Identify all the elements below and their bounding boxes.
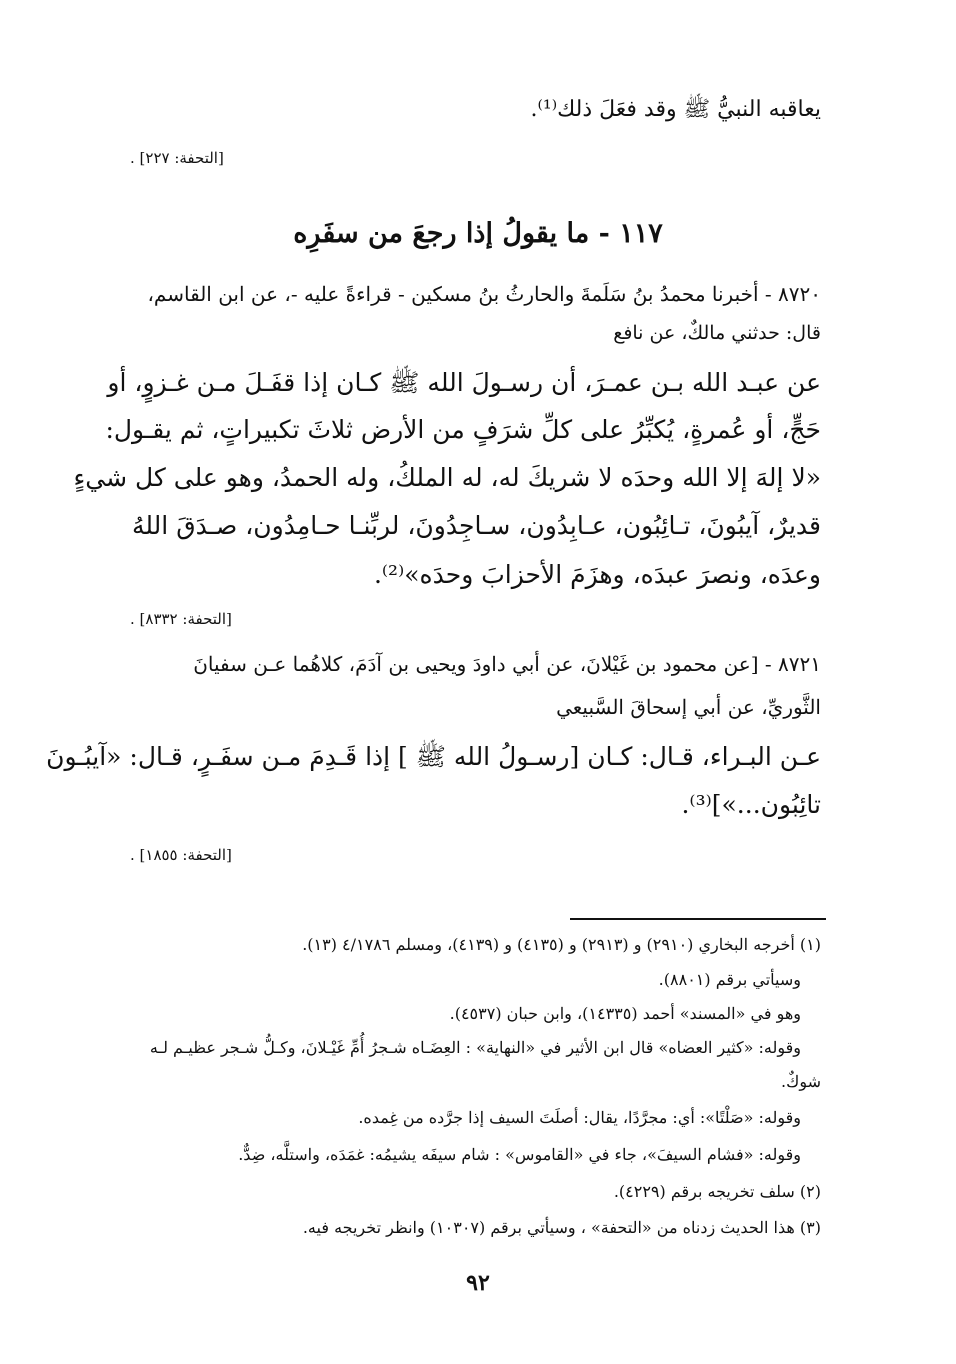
footnote-line: (٣) هذا الحديث زدناه من «التحفة» ، وسيأتي برقم (١٠٣٠٧) وانظر تخريجه فيه. bbox=[302, 1218, 821, 1237]
hadith-8720-matn-line-3: «لا إلهَ إلا الله وحدَه لا شريكَ له، له الملكُ، وله الحمدُ، وهو على كل شيءٍ bbox=[73, 463, 821, 492]
hadith-8720-isnad-line-1: ٨٧٢٠ - أخبرنا محمدُ بنُ سَلَمةَ والحارثُ بنُ مسكين - قراءةً عليه -، عن ابن القاسم، bbox=[147, 282, 821, 306]
footnote-line: وقوله: «صَلْتًا»: أي: مجرَّدًا، يقال: أصلَتَ السيف إذا جرَّده من غِمده. bbox=[358, 1108, 801, 1127]
tuhfa-reference: [التحفة: ٨٣٣٢] . bbox=[130, 610, 232, 628]
hadith-8721-isnad-line-2: الثَّوريِّ، عن أبي إسحاقَ السَّبيعي bbox=[556, 695, 821, 719]
hadith-8720-matn-line-1: عن عبـد الله بـن عمـرَ، أن رسـولَ الله ﷺ كـان إذا قفَـلَ مـن غـزوٍ، أو bbox=[107, 368, 821, 397]
footnote-line: (١) أخرجه البخاري (٢٩١٠) و (٢٩١٣) و (٤١٣٥) و (٤١٣٩)، ومسلم ٤/١٧٨٦ (١٣). bbox=[302, 935, 821, 954]
footnote-line: وهو في «المسند» أحمد (١٤٣٣٥)، وابن حبان (٤٥٣٧). bbox=[449, 1004, 801, 1023]
hadith-8720-isnad-line-2: قال: حدثني مالكٌ، عن نافع bbox=[613, 322, 821, 344]
tuhfa-reference: [التحفة: ١٨٥٥] . bbox=[130, 846, 232, 864]
hadith-8720-matn-line-2: حَجٍّ، أو عُمرةٍ، يُكبِّرُ على كلِّ شرَفٍ من الأرض ثلاثَ تكبيراتٍ، ثم يقـول: bbox=[105, 415, 821, 444]
hadith-8721-isnad-line-1: ٨٧٢١ - [عن محمود بن غَيْلانَ، عن أبي داودَ ويحيى بن آدَمَ، كلاهُما عـن سفيانَ bbox=[193, 652, 821, 676]
continuation-line: يعاقبه النبيُّ ﷺ وقد فعَلَ ذلك⁽¹⁾. bbox=[530, 97, 821, 122]
hadith-8720-matn-line-5: وعدَه، ونصرَ عبدَه، وهزَمَ الأحزابَ وحدَه»⁽²⁾. bbox=[373, 560, 821, 589]
footnote-separator bbox=[570, 918, 826, 920]
hadith-8721-matn-line-2: تائِبُون...»]⁽³⁾. bbox=[681, 790, 821, 819]
footnote-line: شوكٌ. bbox=[781, 1072, 821, 1091]
hadith-8720-matn-line-4: قديرٌ، آيبُونَ، تـائِبُون، عـابِدُون، سـاجِدُونَ، لربِّنـا حـامِدُون، صـدَقَ اللهُ bbox=[132, 511, 821, 540]
footnote-line: وسيأتي برقم (٨٨٠١). bbox=[658, 970, 801, 989]
page-number: ٩٢ bbox=[466, 1270, 490, 1296]
footnote-line: وقوله: «كثير العضاه» قال ابن الأثير في «النهاية» : العِضَـاه شـجرُ أُمِّ غَيْـلانَ، وكـلُّ شـجر عظيـم لـه bbox=[149, 1038, 801, 1057]
footnote-line: وقوله: «فشام السيفَ»، جاء في «القاموس» : شام سيفَه يشيمُه: غمَدَه، واستلَّه، ضِدٌّ. bbox=[238, 1145, 801, 1164]
tuhfa-reference: [التحفة: ٢٢٧] . bbox=[130, 149, 224, 167]
chapter-heading: ١١٧ - ما يقولُ إذا رجعَ من سفَرِه bbox=[293, 218, 663, 249]
footnote-line: (٢) سلف تخريجه برقم (٤٢٢٩). bbox=[613, 1182, 821, 1201]
hadith-8721-matn-line-1: عـن البـراء، قـال: كـان [رسـولُ الله ﷺ ] إذا قَـدِمَ مـن سفَـرٍ، قـال: «آيبُـونَ bbox=[46, 742, 821, 771]
